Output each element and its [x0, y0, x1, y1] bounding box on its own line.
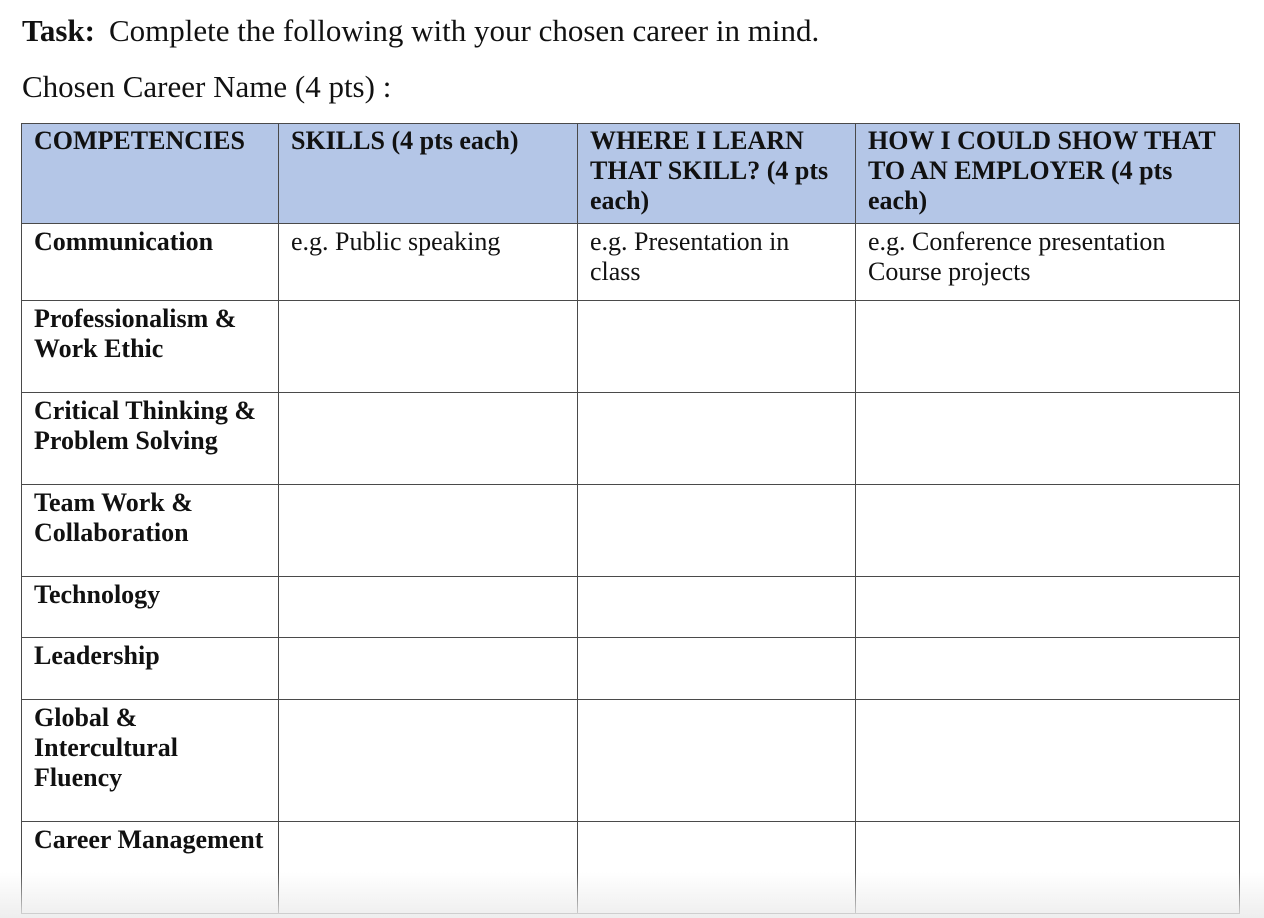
how-cell[interactable] — [856, 822, 1240, 914]
table-row — [22, 301, 1240, 393]
table-row — [22, 577, 1240, 638]
skill-cell[interactable] — [279, 485, 578, 577]
where-cell[interactable]: e.g. Presentation in class — [578, 224, 856, 301]
competency-cell: Team Work & Collaboration — [22, 485, 279, 577]
skill-cell[interactable] — [279, 393, 578, 485]
table-row — [22, 485, 1240, 577]
skill-cell[interactable]: e.g. Public speaking — [279, 224, 578, 301]
competency-cell: Critical Thinking & Problem Solving — [22, 393, 279, 485]
task-text: Complete the following with your chosen career in mind. — [108, 13, 820, 48]
table-row — [22, 638, 1240, 700]
how-cell[interactable] — [856, 638, 1240, 700]
table-header-row — [22, 124, 1240, 224]
where-cell[interactable] — [578, 485, 856, 577]
how-cell[interactable] — [856, 577, 1240, 638]
skill-cell[interactable] — [279, 822, 578, 914]
competency-cell: Career Management — [22, 822, 279, 914]
how-cell[interactable] — [856, 700, 1240, 822]
competency-cell: Global & Intercultural Fluency — [22, 700, 279, 822]
how-cell[interactable]: e.g. Conference presentation Course projects — [856, 224, 1240, 301]
where-cell[interactable] — [578, 822, 856, 914]
competency-cell: Professionalism & Work Ethic — [22, 301, 279, 393]
task-label: Task: — [22, 13, 95, 48]
header-where-learn: WHERE I LEARN THAT SKILL? (4 pts each) — [578, 124, 856, 224]
where-cell[interactable] — [578, 638, 856, 700]
where-cell[interactable] — [578, 577, 856, 638]
skill-cell[interactable] — [279, 301, 578, 393]
task-instruction — [22, 13, 819, 49]
header-how-show: HOW I COULD SHOW THAT TO AN EMPLOYER (4 pts each) — [856, 124, 1240, 224]
skill-cell[interactable] — [279, 638, 578, 700]
table-row — [22, 393, 1240, 485]
competency-cell: Leadership — [22, 638, 279, 700]
where-cell[interactable] — [578, 700, 856, 822]
header-skills: SKILLS (4 pts each) — [279, 124, 578, 224]
skill-cell[interactable] — [279, 700, 578, 822]
how-cell[interactable] — [856, 393, 1240, 485]
skill-cell[interactable] — [279, 577, 578, 638]
table-row — [22, 224, 1240, 301]
table-row — [22, 700, 1240, 822]
table-row — [22, 822, 1240, 914]
how-cell[interactable] — [856, 485, 1240, 577]
chosen-career-prompt: Chosen Career Name (4 pts) : — [22, 69, 392, 104]
competency-table — [21, 123, 1240, 914]
header-competencies: COMPETENCIES — [22, 124, 279, 224]
where-cell[interactable] — [578, 301, 856, 393]
competency-cell: Technology — [22, 577, 279, 638]
how-cell[interactable] — [856, 301, 1240, 393]
where-cell[interactable] — [578, 393, 856, 485]
competency-cell: Communication — [22, 224, 279, 301]
